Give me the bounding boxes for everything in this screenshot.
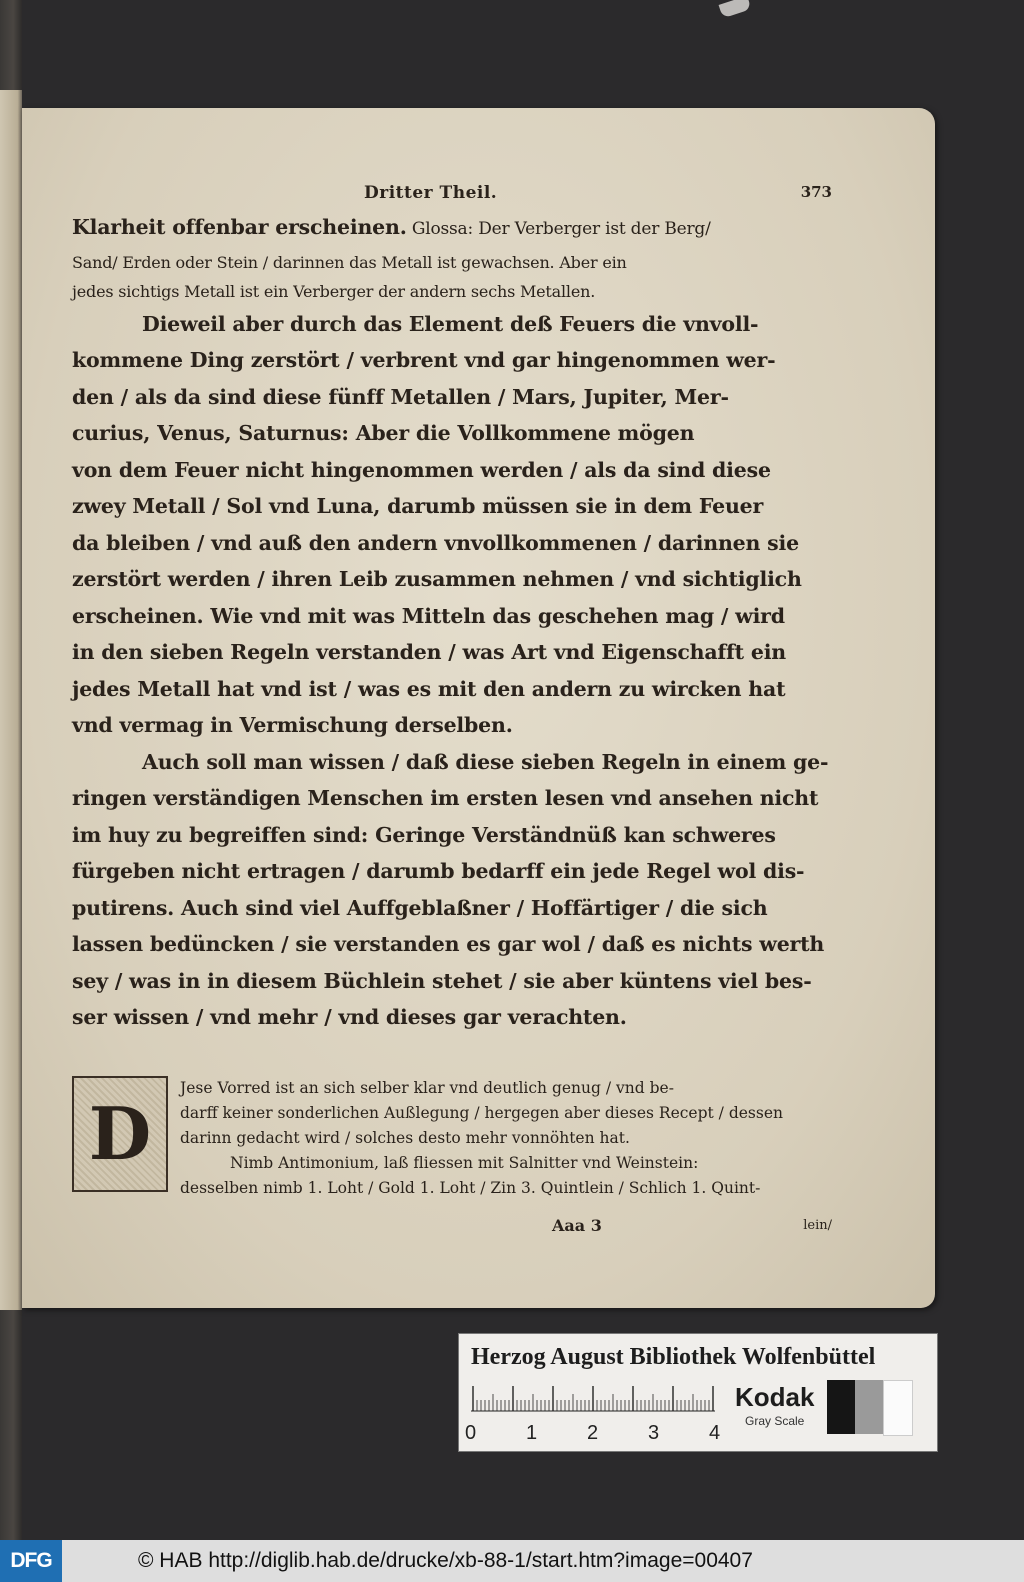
ruler-number: 2 <box>587 1422 599 1444</box>
copyright-link[interactable]: © HAB http://diglib.hab.de/drucke/xb-88-1/start.htm?image=00407 <box>138 1549 753 1572</box>
text-line: den / als da sind diese fünff Metallen / Mars, Jupiter, Mer- <box>72 384 729 409</box>
text-line: in den sieben Regeln verstanden / was Art vnd Eigenschafft ein <box>72 640 787 664</box>
text-line: jedes Metall hat vnd ist / was es mit den andern zu wircken hat <box>72 676 786 701</box>
ruler-number: 0 <box>465 1422 477 1444</box>
decorated-initial: D <box>72 1076 168 1192</box>
gray-scale-label: Gray Scale <box>745 1414 805 1428</box>
color-scale-card <box>458 1333 938 1452</box>
swatch-gray <box>855 1380 883 1434</box>
preface-line: Nimb Antimonium, laß fliessen mit Salnitter vnd Weinstein: <box>230 1153 699 1172</box>
preface-line: Jese Vorred ist an sich selber klar vnd deutlich genug / vnd be- <box>180 1078 674 1097</box>
text-line: lassen bedüncken / sie verstanden es gar wol / daß es nichts werth <box>72 932 825 956</box>
kodak-brand: Kodak <box>735 1382 815 1412</box>
book-page <box>22 108 935 1308</box>
text-line: kommene Ding zerstört / verbrent vnd gar hingenommen wer- <box>72 348 776 372</box>
page-content <box>72 183 832 1240</box>
text-line: jedes sichtigs Metall ist ein Verberger der andern sechs Metallen. <box>72 281 596 301</box>
signature-mark: Aaa 3 <box>552 1215 602 1235</box>
text-line <box>72 209 832 248</box>
running-head <box>72 183 832 209</box>
text-fragment: Glossa: Der Verberger ist der Berg/ <box>406 219 711 239</box>
text-line: zwey Metall / Sol vnd Luna, darumb müssen sie in dem Feuer <box>72 494 764 518</box>
swatch-black <box>827 1380 855 1434</box>
library-name: Herzog August Bibliothek Wolfenbüttel <box>471 1344 876 1370</box>
page-number: 373 <box>800 183 832 201</box>
catchword: lein/ <box>803 1217 832 1233</box>
preface-text <box>180 1076 832 1201</box>
running-title: Dritter Theil. <box>364 183 498 203</box>
text-fragment: Klarheit offenbar erscheinen. <box>72 215 407 239</box>
ruler-number: 3 <box>648 1422 660 1444</box>
text-line: fürgeben nicht ertragen / darumb bedarff ein jede Regel wol dis- <box>72 859 805 883</box>
ruler-number: 4 <box>709 1422 721 1444</box>
signature-line <box>72 1216 832 1240</box>
text-line: im huy zu begreiffen sind: Geringe Verständnüß kan schweres <box>72 822 776 847</box>
text-line: ser wissen / vnd mehr / vnd dieses gar verachten. <box>72 1005 627 1029</box>
text-line: Auch soll man wissen / daß diese sieben Regeln in einem ge- <box>142 749 829 774</box>
preface-section <box>72 1076 832 1216</box>
text-line: da bleiben / vnd auß den andern vnvollkommenen / darinnen sie <box>72 530 799 555</box>
text-line: curius, Venus, Saturnus: Aber die Vollkommene mögen <box>72 421 695 445</box>
ruler-number: 1 <box>526 1422 538 1444</box>
text-line: Sand/ Erden oder Stein / darinnen das Metall ist gewachsen. Aber ein <box>72 252 627 272</box>
text-line: sey / was in in diesem Büchlein stehet / sie aber küntens viel bes- <box>72 968 812 993</box>
text-line: ringen verständigen Menschen im ersten lesen vnd ansehen nicht <box>72 786 819 810</box>
ruler-scale <box>471 1382 715 1412</box>
preface-line: darff keiner sonderlichen Außlegung / hergegen aber dieses Recept / dessen <box>180 1103 783 1122</box>
preface-line: darinn gedacht wird / solches desto mehr vonnöhten hat. <box>180 1128 630 1147</box>
dfg-logo[interactable]: DFG <box>0 1540 62 1582</box>
text-line: von dem Feuer nicht hingenommen werden / als da sind diese <box>72 457 771 482</box>
swatch-white <box>883 1380 913 1436</box>
clip-marker <box>719 0 752 18</box>
text-line: vnd vermag in Vermischung derselben. <box>72 713 513 737</box>
text-line: Dieweil aber durch das Element deß Feuers die vnvoll- <box>142 311 759 336</box>
preface-line: desselben nimb 1. Loht / Gold 1. Loht / Zin 3. Quintlein / Schlich 1. Quint- <box>180 1178 761 1197</box>
page-edge-strip <box>0 90 22 1310</box>
text-line: zerstört werden / ihren Leib zusammen nehmen / vnd sichtiglich <box>72 567 802 591</box>
footer-bar <box>0 1540 1024 1582</box>
main-text <box>72 209 832 1036</box>
text-line: erscheinen. Wie vnd mit was Mitteln das geschehen mag / wird <box>72 603 785 628</box>
text-line: putirens. Auch sind viel Auffgeblaßner / Hoffärtiger / die sich <box>72 895 768 920</box>
